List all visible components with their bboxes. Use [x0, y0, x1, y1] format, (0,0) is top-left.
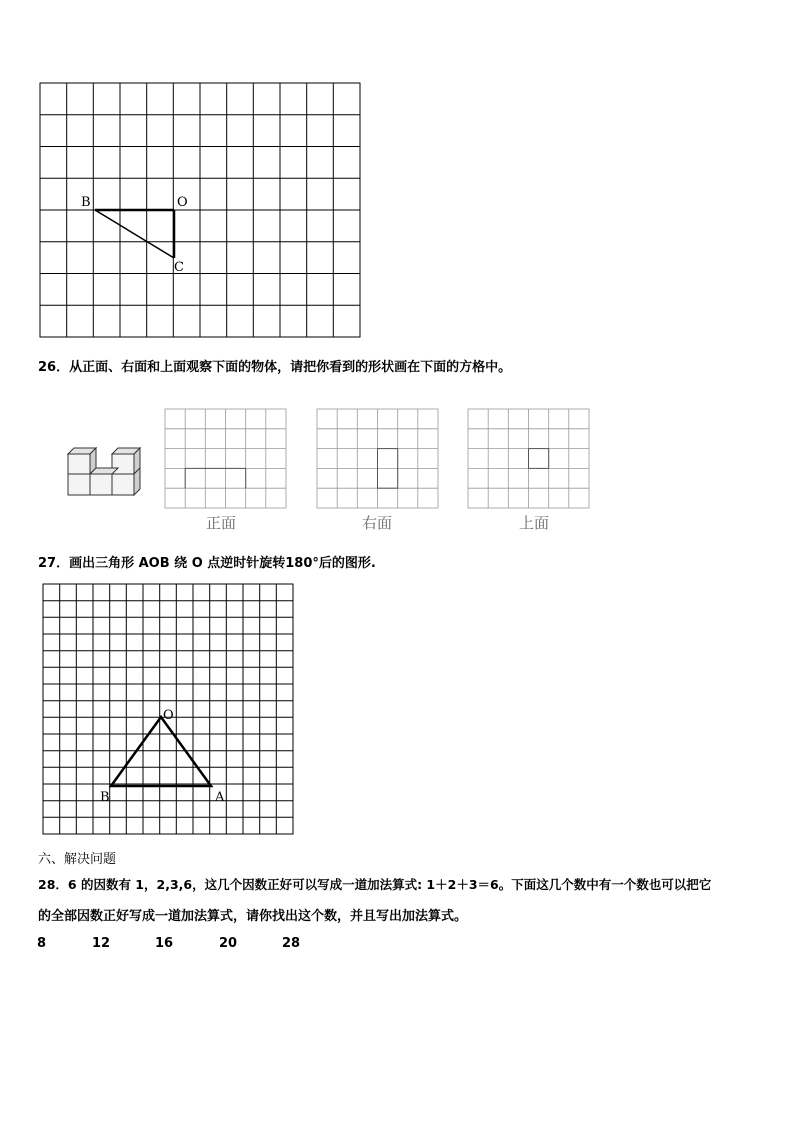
- q28-number-item: 28: [282, 936, 301, 951]
- front-view-grid: [165, 409, 286, 508]
- q27-figure: [0, 575, 310, 845]
- question-26-text: 26．从正面、右面和上面观察下面的物体，请把你看到的形状画在下面的方格中。: [38, 360, 512, 375]
- caption-front: 正面: [206, 514, 237, 532]
- q28-number-item: 8: [37, 936, 47, 951]
- grid-1-figure: [0, 0, 400, 345]
- block-object: [68, 448, 140, 495]
- q28-number-item: 20: [219, 936, 238, 951]
- q28-number-list: [0, 936, 400, 956]
- caption-right: 右面: [362, 514, 393, 532]
- question-28-line-1: 28．6 的因数有 1，2,3,6，这几个因数正好可以写成一道加法算式: 1＋2＋3＝6。下面这几个数中有一个数也可以把它: [38, 877, 712, 892]
- grid-1-lines: [40, 83, 360, 337]
- question-28-line-2: 的全部因数正好写成一道加法算式，请你找出这个数，并且写出加法算式。: [38, 909, 468, 924]
- point-c-label: C: [174, 260, 184, 275]
- point-b-label: B: [81, 195, 91, 210]
- caption-top: 上面: [519, 514, 550, 532]
- section-6-title: 六、解决问题: [38, 852, 117, 867]
- question-27-text: 27．画出三角形 AOB 绕 O 点逆时针旋转180°后的图形.: [38, 556, 376, 571]
- point-a-label-q27: A: [215, 790, 225, 805]
- point-b-label-q27: B: [100, 790, 110, 805]
- front-view-guide: [185, 468, 246, 488]
- point-o-label: O: [177, 195, 188, 210]
- point-o-label-q27: O: [163, 708, 174, 723]
- q28-number-item: 16: [155, 936, 174, 951]
- q26-figure: [0, 395, 794, 540]
- triangle-boc: [95, 210, 174, 258]
- top-view-guide: [529, 449, 549, 469]
- q28-number-item: 12: [92, 936, 111, 951]
